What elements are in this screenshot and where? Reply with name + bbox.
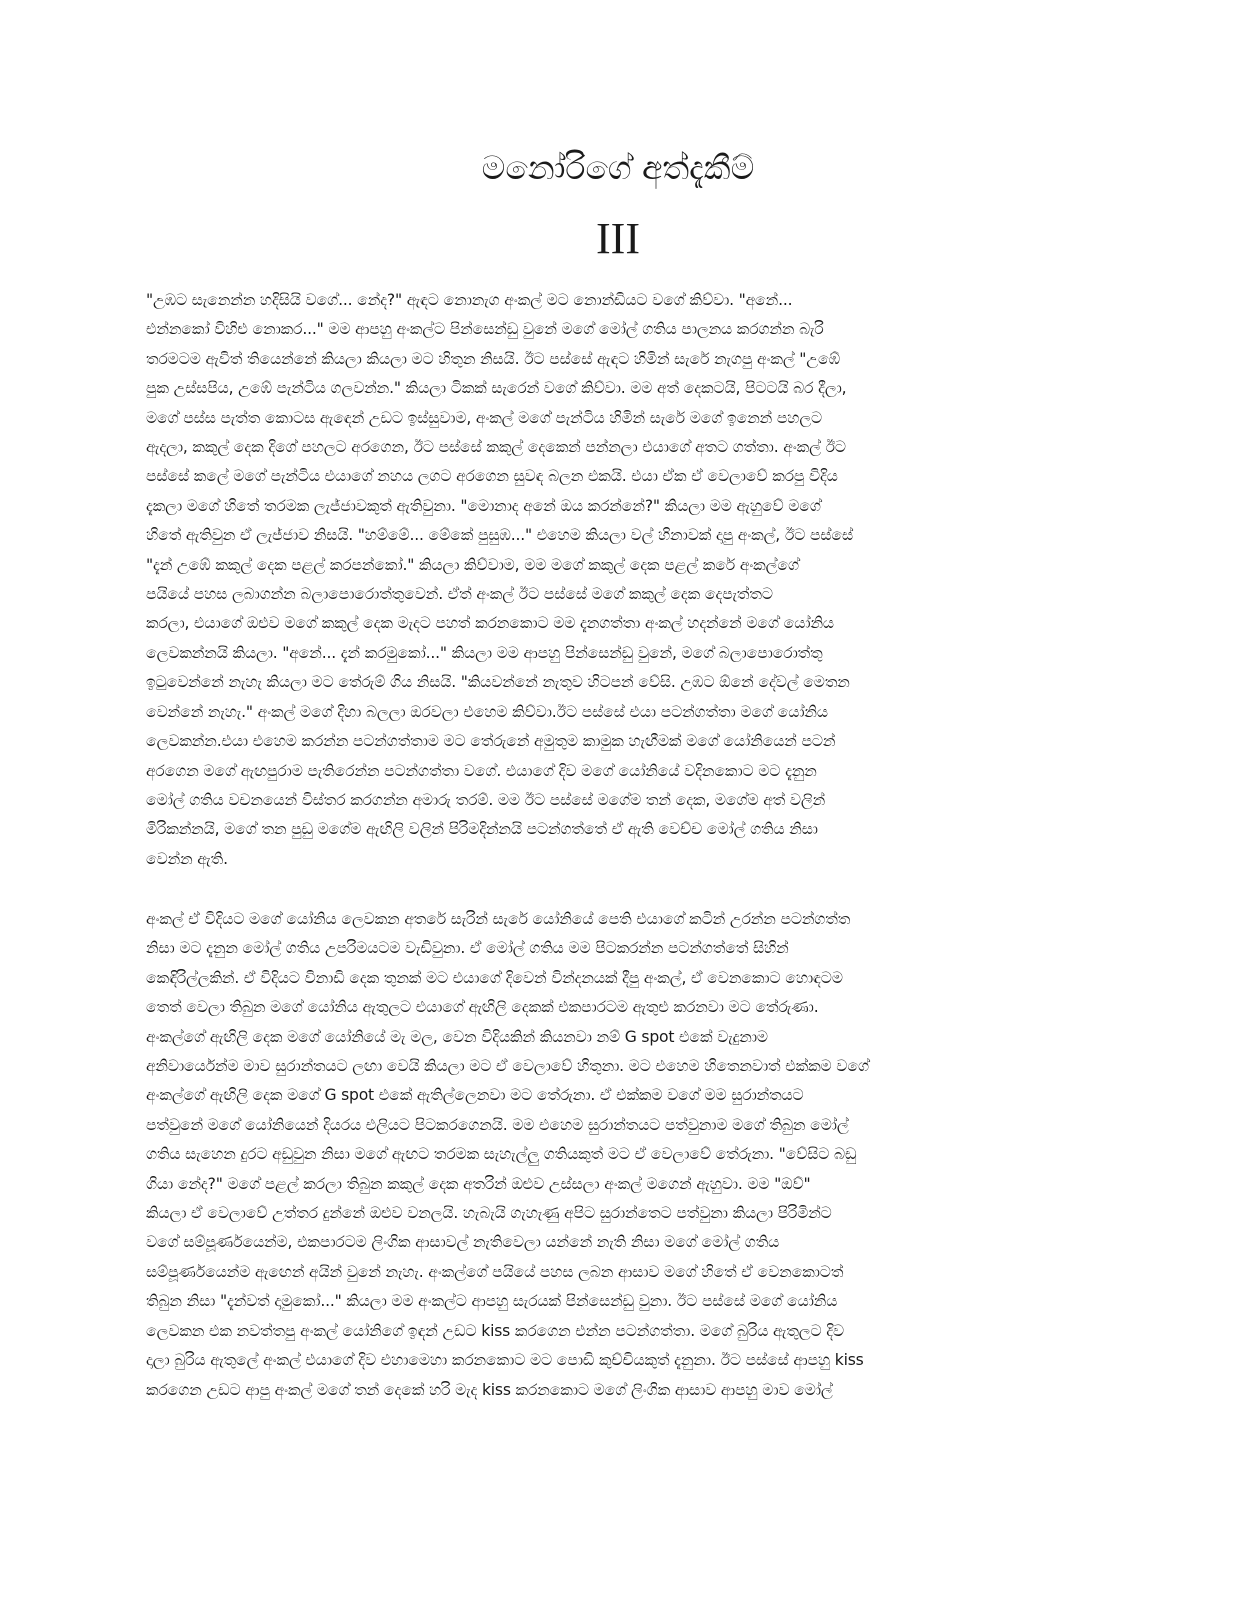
part-number: III (596, 214, 640, 263)
paragraph-1: "උඹට සැනෙන්න හදිසියි වගේ... නේද?" ඇඳට නොනැග අංකල් මට නොන්ඩියට වගේ කිව්වා. "අනේ... එන්නකෝ විහිළු නොකර..." මම ආපහු අංකල්ට පින්සෙන්ඩු වුනේ මගේ මෝල් ගතිය පාලනය කරගන්න බැරි තරමටම ඇවිත් තියෙන්නේ කියලා කියලා මට හිතුන නිසයි. ඊට පස්සේ ඇඳට හිමින් සැරේ නැගපු අංකල් "උඹේ පුක උස්සපිය, උඹේ පැන්ටිය ගලවන්න." කියලා ටිකක් සැරෙන් වගේ කිව්වා. මම අත් දෙකටයි, පිටටයි බර දීලා, මගේ පස්ස පැත්ත කොටස ඇඳෙන් උඩට ඉස්සුවාම, අංකල් මගේ පැන්ටිය හිමින් සැරේ මගේ ඉනෙන් පහලට ඇදලා, කකුල් දෙක දිගේ පහලට අරගෙන, ඊට පස්සේ කකුල් දෙකෙන් පන්නලා එයාගේ අතට ගත්තා. අංකල් ඊට පස්සේ කලේ මගේ පැන්ටිය එයාගේ නහය ලගට අරගෙන සුවඳ බලන එකයි. එයා ඒක ඒ වෙලාවේ කරපු විදිය දැකලා මගේ හිතේ තරමක ලැජ්ජාවකුත් ඇතිවුනා. "මොනාද අනේ ඔය කරන්නේ?" කියලා මම ඇහුවේ මගේ හිතේ ඇතිවුන ඒ ලැජ්ජාව නිසයි. "හම්මේ... මේකේ පුසුඹ..." එහෙම කියලා වල් හිනාවක් දාපු අංකල්, ඊට පස්සේ "දැන් උඹේ කකුල් දෙක පළල් කරපන්කෝ." කියලා කිව්වාම, මම මගේ කකුල් දෙක පළල් කරේ අංකල්ගේ පයියේ පහස ලබාගන්න බලාපොරොත්තුවෙන්. ඒත් අංකල් ඊට පස්සේ මගේ කකුල් දෙක දෙපැත්තට කරලා, එයාගේ ඔළුව මගේ කකුල් දෙක මැදට පහත් කරනකොට මම දැනගත්තා අංකල් හදන්නේ මගේ යෝනිය ලෙවකන්නයි කියලා. "අනේ... දැන් කරමුකෝ..." කියලා මම ආපහු පින්සෙන්ඩු වුනේ, මගේ බලාපොරොත්තු ඉටුවෙන්නේ නැහැ කියලා මට තේරුම් ගිය නිසයි. "කියවන්නේ නැතුව හිටපන් වේසි. උඹට ඕනේ දේවල් මෙතන වෙන්නේ නැහැ." අංකල් මගේ දිහා බලලා ඔරවලා එහෙම කිව්වා.ඊට පස්සේ එයා පටන්ගත්තා මගේ යෝනිය ලෙවකන්න.එයා එහෙම කරන්න පටන්ගත්තාම මට තේරුනේ අමුතුම කාමුක හැඟීමක් මගේ යෝනියෙන් පටන් අරගෙන මගේ ඇඟපුරාම පැතිරෙන්න පටන්ගත්තා වගේ. එයාගේ දිව මගේ යෝනියේ වදිනකොට මට දැනුන මෝල් ගතිය වචනයෙන් විස්තර කරගන්න අමාරු තරම්. මම ඊට පස්සේ මගේම තන් දෙක, මගේම අත් වලින් මිරිකන්නයි, මගේ තන පුඩු මගේම ඇඟිලි වලින් පිරිමදින්නයි පටන්ගත්තේ ඒ ඇති වෙච්ච මෝල් ගතිය නිසා වෙන්න ඇති. (146, 291, 853, 868)
paragraph-2: අංකල් ඒ විදියට මගේ යෝනිය ලෙවකන අතරේ සැරින් සැරේ යෝනියේ පෙති එයාගේ කටින් උරන්න පටන්ගත්ත නිසා මට දැනුන මෝල් ගතිය උපරිමයටම වැඩිවුනා. ඒ මෝල් ගතිය මම පිටකරන්න පටන්ගත්තේ සිහින් කෙඳිරිල්ලකින්. ඒ විදියට විනාඩි දෙක තුනක් මට එයාගේ දිවෙන් වින්දනයක් දීපු අංකල්, ඒ වෙනකොට හොඳටම තෙත් වෙලා තිබුන මගේ යෝනිය ඇතුලට එයාගේ ඇඟිලි දෙකක් එකපාරටම ඇතුළු කරනවා මට තේරුණා. අංකල්ගේ ඇඟිලි දෙක මගේ යෝනියේ මැ මල, වෙන විදියකින් කියනවා නම් G spot එකේ වැදුනාම අනිවාර්යෙන්ම මාව සුරාන්තයට ලඟා වෙයි කියලා මට ඒ වෙලාවේ හිතුනා. මට එහෙම හිතෙනවාත් එක්කම වගේ අංකල්ගේ ඇඟිලි දෙක මගේ G spot එකේ ඇතිල්ලෙනවා මට තේරුනා. ඒ එක්කම වගේ මම සුරාන්තයට පත්වුනේ මගේ යෝනියෙන් දියරය එලියට පිටකරගෙනයි. මම එහෙම සුරාන්තයට පත්වුනාම මගේ තිබුන මෝල් ගතිය සැහෙන දුරට අඩුවුන නිසා මගේ ඇඟට තරමක සැහැල්ලු ගතියකුත් මට ඒ වෙලාවේ තේරුනා. "වේසිට බඩු ගියා නේද?" මගේ පළල් කරලා තිබුන කකුල් දෙක අතරින් ඔළුව උස්සලා අංකල් මගෙන් ඇහුවා. මම "ඔව්" කියලා ඒ වෙලාවේ උත්තර දුන්නේ ඔළුව වනලයි. හැබැයි ගැහැණු අපිට සුරාන්තෙට පත්වුනා කියලා පිරිමින්ට වගේ සම්පූර්ණයෙන්ම, එකපාරටම ලිංගික ආසාවල් නැතිවෙලා යන්නේ නැති නිසා මගේ මෝල් ගතිය සම්පූර්ණයෙන්ම ඇඟෙන් අයින් වුනේ නැහැ. අංකල්ගේ පයියේ පහස ලබන ආසාව මගේ හිතේ ඒ වෙනකොටත් තිබුන නිසා "දැන්වත් දාමුකෝ..." කියලා මම අංකල්ට ආපහු සැරයක් පින්සෙන්ඩු වුනා. ඊට පස්සේ මගේ යෝනිය ලෙවකන එක නවත්තපු අංකල් යෝනිගේ ඉඳන් උඩට kiss කරගෙන එන්න පටන්ගත්තා. මගේ බුරිය ඇතුලට දිව දාලා බුරිය ඇතුලේ අංකල් එයාගේ දිව එහාමෙහා කරනකොට මට පොඩි කුච්චියකුත් දැනුනා. ඊට පස්සේ ආපහු kiss කරගෙන උඩට ආපු අංකල් මගේ තන් දෙකේ හරි මැද kiss කරනකොට මගේ ලිංගික ආසාව ආපහු මාව මෝල් (146, 910, 869, 1399)
document-title: මනෝරිගේ අත්දැකීම් (481, 148, 755, 187)
